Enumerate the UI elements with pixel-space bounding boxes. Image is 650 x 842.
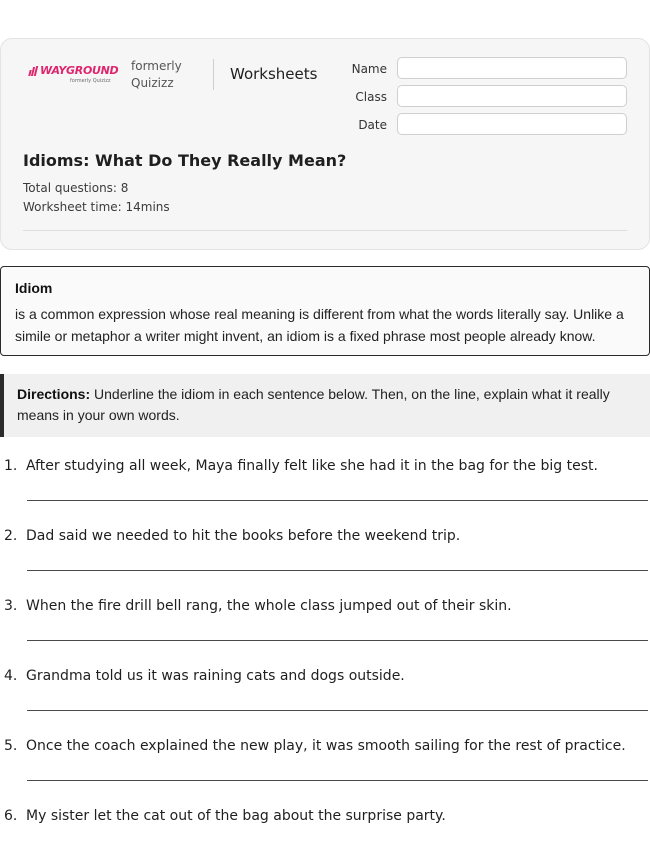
definition-box: [0, 266, 650, 356]
question-number: 5.: [4, 738, 18, 754]
answer-line[interactable]: [27, 500, 648, 501]
directions-label: Directions:: [17, 386, 91, 402]
answer-line[interactable]: [27, 710, 648, 711]
definition-text: is a common expression whose real meaning is different from what the words literally say. Unlike a simile or metaphor a writer might invent, an idiom is a fixed phrase most people already know.: [15, 306, 624, 344]
question-text: Once the coach explained the new play, it was smooth sailing for the rest of practice.: [26, 738, 626, 754]
wayground-logo: [29, 64, 119, 88]
definition-term: Idiom: [15, 280, 53, 296]
logo-subtext: formerly Quizizz: [70, 78, 111, 84]
logo-wordmark: WAYGROUND: [40, 64, 119, 77]
question-number: 4.: [4, 668, 18, 684]
total-questions: Total questions: 8: [23, 181, 129, 195]
header-divider: [213, 59, 214, 90]
class-label: Class: [355, 90, 387, 104]
question-number: 2.: [4, 528, 18, 544]
section-title: Worksheets: [230, 65, 318, 83]
answer-line[interactable]: [27, 570, 648, 571]
name-field[interactable]: [397, 57, 627, 79]
question-text: When the fire drill bell rang, the whole class jumped out of their skin.: [26, 598, 512, 614]
question-text: Grandma told us it was raining cats and dogs outside.: [26, 668, 405, 684]
name-label: Name: [351, 62, 387, 76]
question-number: 1.: [4, 458, 18, 474]
date-field[interactable]: [397, 113, 627, 135]
header-rule: [23, 230, 627, 231]
question-text: My sister let the cat out of the bag about the surprise party.: [26, 808, 446, 824]
question-number: 6.: [4, 808, 18, 824]
directions-box: [0, 374, 650, 437]
answer-line[interactable]: [27, 640, 648, 641]
question-text: After studying all week, Maya finally felt like she had it in the bag for the big test.: [26, 458, 598, 474]
directions-text: Underline the idiom in each sentence below. Then, on the line, explain what it really means in your own words.: [17, 386, 610, 423]
worksheet-time: Worksheet time: 14mins: [23, 200, 170, 214]
question-number: 3.: [4, 598, 18, 614]
worksheet-title: Idioms: What Do They Really Mean?: [23, 151, 347, 170]
class-field[interactable]: [397, 85, 627, 107]
question-text: Dad said we needed to hit the books before the weekend trip.: [26, 528, 461, 544]
date-label: Date: [358, 118, 387, 132]
answer-line[interactable]: [27, 780, 648, 781]
formerly-quizizz-label: formerly Quizizz: [131, 59, 182, 90]
logo-bars-icon: [29, 66, 37, 76]
